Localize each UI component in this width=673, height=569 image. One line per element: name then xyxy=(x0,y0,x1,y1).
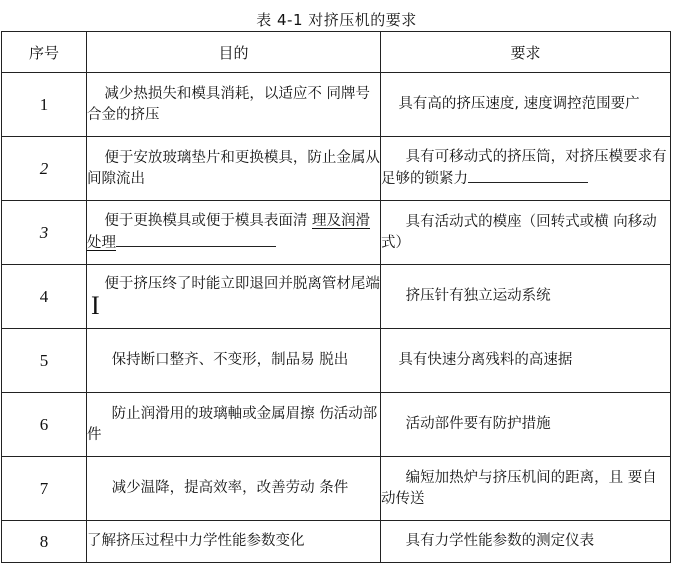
table-row xyxy=(2,521,671,563)
row-number: 3 xyxy=(2,201,87,265)
requirement-cell: 具有力学性能参数的测定仪表 xyxy=(381,521,671,563)
row-number: 6 xyxy=(2,393,87,457)
goal-cell: 防止润滑用的玻璃軸或金属眉擦 伤活动部件 xyxy=(87,393,381,457)
row-number: 2 xyxy=(2,137,87,201)
table-row xyxy=(2,265,671,329)
requirement-cell: 编短加热炉与挤压机间的距离，且 要自动传送 xyxy=(381,457,671,521)
table-row xyxy=(2,201,671,265)
row-number: 8 xyxy=(2,521,87,563)
requirement-cell: 活动部件要有防护措施 xyxy=(381,393,671,457)
goal-cell: 保持断口整齐、不变形，制品易 脱出 xyxy=(87,329,381,393)
goal-text: 便于挤压终了时能立即退回并脱离管材尾端 xyxy=(104,276,380,292)
goal-text: 便于更换模具或便于模具表面清 xyxy=(104,213,312,229)
underline-rule xyxy=(468,168,588,183)
goal-cell: 便于安放玻璃垫片和更换模具，防止金属从间隙流出 xyxy=(87,137,381,201)
requirement-text: 具有可移动式的挤压筒，对挤压模要求有足够的锁紧力 xyxy=(381,149,667,187)
row-number: 4 xyxy=(2,265,87,329)
goal-cell xyxy=(87,265,381,329)
row-number: 7 xyxy=(2,457,87,521)
requirement-cell: 挤压针有独立运动系统 xyxy=(381,265,671,329)
table-row xyxy=(2,457,671,521)
goal-cell: 减少热损失和模具消耗，以适应不 同牌号合金的挤压 xyxy=(87,73,381,137)
table-row xyxy=(2,137,671,201)
goal-cell xyxy=(87,201,381,265)
table-row xyxy=(2,393,671,457)
goal-text-underlined: 理及润滑处理 xyxy=(87,213,370,251)
row-number: 5 xyxy=(2,329,87,393)
requirement-cell: 具有快速分离残料的高速据 xyxy=(381,329,671,393)
header-req: 要求 xyxy=(381,32,671,73)
goal-cell: 了解挤压过程中力学性能参数变化 xyxy=(87,521,381,563)
requirements-table xyxy=(1,31,671,563)
underline-rule xyxy=(116,232,276,247)
table-row xyxy=(2,329,671,393)
header-goal: 目的 xyxy=(87,32,381,73)
header-num: 序号 xyxy=(2,32,87,73)
requirement-cell: 具有活动式的模座（回转式或横 向移动式） xyxy=(381,201,671,265)
row-number: 1 xyxy=(2,73,87,137)
goal-cell: 减少温降，提高效率，改善劳动 条件 xyxy=(87,457,381,521)
requirement-cell xyxy=(381,137,671,201)
requirement-cell: 具有高的挤压速度, 速度调控范围要广 xyxy=(381,73,671,137)
stray-mark: I xyxy=(91,291,100,320)
table-caption: 表 4-1 对挤压机的要求 xyxy=(256,11,417,29)
header-row xyxy=(2,32,671,73)
table-row xyxy=(2,73,671,137)
